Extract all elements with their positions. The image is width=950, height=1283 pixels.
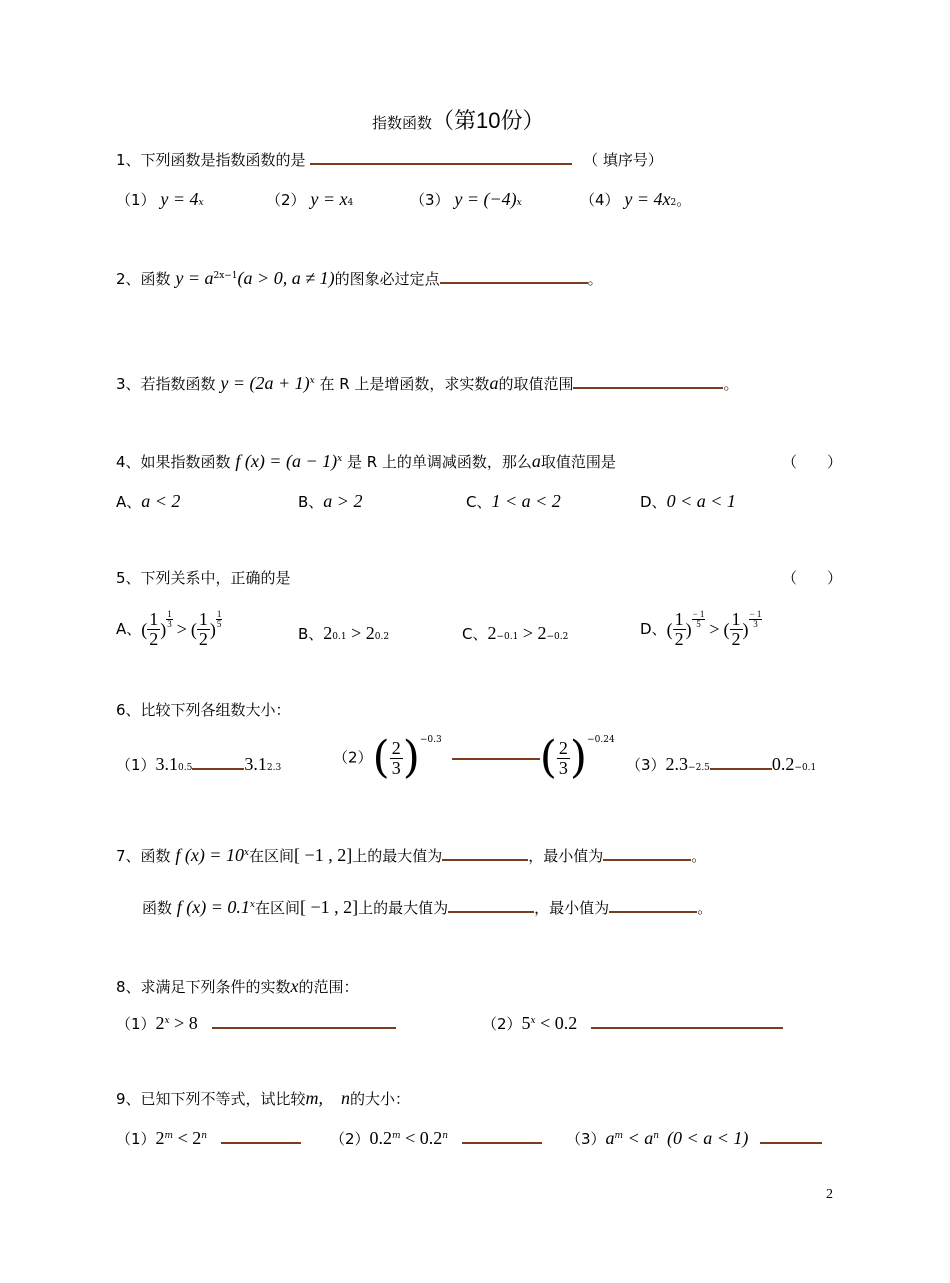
q1-options	[116, 190, 204, 208]
q5-c-label: C、	[462, 625, 488, 643]
q5-a-num2: 1	[198, 609, 208, 629]
q5-a-lp1: (	[141, 619, 148, 640]
q1-option-4-label: （4）	[580, 191, 620, 209]
q5-d-num1: 1	[674, 609, 684, 629]
q9-p3-e2: n	[653, 1131, 660, 1141]
q6-p3-b2: 0.2	[771, 754, 795, 774]
q8-p2-e: x	[530, 1016, 536, 1026]
q9-p3-blank[interactable]	[760, 1141, 822, 1144]
q9-p2-label: （2）	[330, 1130, 370, 1148]
q5-answer-paren[interactable]: （ ）	[782, 569, 843, 587]
q3-prefix: 3、若指数函数	[116, 375, 216, 393]
q7-interval1: [ −1 , 2]	[294, 845, 353, 865]
q2-exp: 2x−1	[213, 271, 238, 281]
q6-part-2	[333, 732, 615, 783]
q4-var: a	[531, 451, 541, 471]
q1-option-3-group	[410, 190, 522, 208]
q7-end2: 。	[697, 899, 713, 917]
q5-a-e1d: 3	[167, 619, 172, 630]
q3-mid: 在 R 上是增函数，求实数	[319, 375, 490, 393]
q9-suffix: 的大小：	[350, 1090, 411, 1108]
q2-suffix: 的图象必过定点	[334, 270, 440, 288]
q3-math: y = (2a + 1)	[220, 373, 310, 393]
q1-option-3-exp: x	[516, 198, 522, 208]
q9-p3-e1: m	[614, 1131, 624, 1141]
q8-p1-r: > 8	[169, 1013, 198, 1033]
q8-part-2	[482, 1014, 783, 1032]
q9-p2-e2: n	[442, 1131, 449, 1141]
q5-choice-d[interactable]	[640, 610, 762, 649]
q6-p2-rparen1: )	[402, 732, 420, 783]
q1-option-2-exp: 4	[347, 198, 354, 208]
question-8	[116, 977, 359, 995]
q4-a-label: A、	[116, 493, 142, 511]
q2-math: y = a	[175, 268, 214, 288]
q6-p2-blank[interactable]	[452, 757, 540, 760]
q4-mid: 是 R 上的单调减函数，那么	[346, 453, 532, 471]
q1-option-3: y = (−4)	[454, 189, 517, 209]
q7-mid2: 在区间	[255, 899, 301, 917]
q6-p2-num2: 2	[558, 737, 568, 758]
q9-p1-op: < 2	[173, 1128, 202, 1148]
q6-p3-label: （3）	[626, 756, 666, 774]
q1-option-1-exp: x	[198, 198, 204, 208]
q4-d-label: D、	[640, 493, 667, 511]
q5-d-label: D、	[640, 619, 667, 638]
q1-answer-blank[interactable]	[310, 162, 572, 165]
q8-p1-b: 2	[155, 1013, 165, 1033]
q6-p1-blank[interactable]	[192, 767, 244, 770]
q4-d-text: 0 < a < 1	[666, 491, 736, 511]
q5-d-exp2	[749, 610, 763, 630]
q5-a-rp2: )	[209, 619, 216, 640]
q7-max-blank-2[interactable]	[448, 910, 534, 913]
q8-p2-blank[interactable]	[591, 1026, 783, 1029]
q6-p2-frac2	[557, 739, 570, 778]
q7-max-blank-1[interactable]	[442, 858, 528, 861]
q9-p3-op: < a	[623, 1128, 654, 1148]
q6-p1-b1: 3.1	[155, 754, 179, 774]
q5-a-lp2: (	[190, 619, 197, 640]
q6-p2-lparen1: (	[372, 732, 390, 783]
q5-a-den2: 2	[198, 628, 208, 649]
q7-tail1: 上的最大值为	[352, 847, 443, 865]
q5-a-gt: >	[176, 619, 187, 640]
q5-d-e1d: 5	[696, 619, 701, 630]
q8-p1-blank[interactable]	[212, 1026, 396, 1029]
q6-p2-frac1	[390, 739, 403, 778]
q5-d-num2: 1	[731, 609, 741, 629]
q9-p1-b1: 2	[155, 1128, 165, 1148]
page-title	[372, 110, 545, 132]
q5-d-lp1: (	[666, 619, 673, 640]
q5-a-e2d: 5	[216, 619, 222, 630]
q7-min2: ，最小值为	[534, 899, 610, 917]
q6-p1-label: （1）	[116, 756, 156, 774]
q5-choice-a[interactable]	[116, 610, 222, 649]
q4-prefix: 4、如果指数函数	[116, 453, 231, 471]
q5-d-den1: 2	[674, 628, 684, 649]
q3-answer-blank[interactable]	[573, 386, 723, 389]
q9-part-3	[566, 1129, 822, 1147]
q5-c-base: 2	[487, 623, 497, 643]
q7-mid1: 在区间	[249, 847, 295, 865]
q5-a-den1: 2	[149, 628, 159, 649]
q8-var: x	[290, 976, 299, 996]
q9-p1-label: （1）	[116, 1130, 156, 1148]
q1-option-2-label: （2）	[266, 191, 306, 209]
q6-p3-e1: −2.5	[688, 763, 710, 773]
q7-prefix1: 7、函数	[116, 847, 171, 865]
q4-choice-d[interactable]	[640, 492, 736, 510]
q7-end1: 。	[691, 847, 707, 865]
q1-option-3-label: （3）	[410, 191, 450, 209]
q8-p2-b: 5	[521, 1013, 531, 1033]
q9-p2-op: < 0.2	[400, 1128, 443, 1148]
q7-tail2: 上的最大值为	[358, 899, 449, 917]
question-7-line-1	[116, 846, 706, 864]
question-6: 6、比较下列各组数大小：	[116, 701, 291, 719]
q4-answer-paren[interactable]: （ ）	[782, 453, 843, 471]
q1-option-2-group	[266, 190, 353, 208]
q1-option-4-group	[580, 190, 691, 208]
q5-d-lp2: (	[723, 619, 730, 640]
question-5: 5、下列关系中，正确的是	[116, 569, 291, 587]
q7-math2: f (x) = 0.1	[176, 897, 250, 917]
q5-choice-b[interactable]	[298, 624, 389, 642]
q2-condition: (a > 0, a ≠ 1)	[237, 268, 335, 288]
q1-option-2: y = x	[310, 189, 348, 209]
q6-p2-e1: −0.3	[419, 735, 442, 745]
q4-b-text: a > 2	[323, 491, 363, 511]
q7-math1: f (x) = 10	[175, 845, 244, 865]
q5-a-label: A、	[116, 619, 142, 638]
q4-choice-a[interactable]	[116, 492, 180, 510]
q9-prefix: 9、已知下列不等式，试比较	[116, 1090, 306, 1108]
q1-option-4-exp: 2	[670, 198, 677, 208]
q5-a-frac2	[197, 610, 210, 649]
q7-exp2: x	[249, 900, 255, 910]
q5-b-label: B、	[298, 625, 324, 643]
q8-prefix: 8、求满足下列条件的实数	[116, 978, 291, 996]
q9-part-2	[330, 1129, 542, 1147]
question-7-line-2	[142, 898, 712, 916]
q6-p2-den1: 3	[391, 757, 401, 778]
q5-a-exp2	[216, 610, 223, 630]
q6-p3-b1: 2.3	[665, 754, 689, 774]
q6-p2-rparen2: )	[569, 732, 588, 783]
q5-c-e1: −0.1	[496, 632, 519, 642]
q5-b-e1: 0.1	[332, 632, 347, 642]
q9-p2-blank[interactable]	[462, 1141, 542, 1144]
q3-exp: x	[309, 376, 315, 386]
q5-d-frac1	[673, 610, 686, 649]
q8-suffix: 的范围：	[298, 978, 359, 996]
q4-c-text: 1 < a < 2	[491, 491, 561, 511]
q6-p1-e1: 0.5	[178, 763, 193, 773]
q8-p2-r: < 0.2	[535, 1013, 578, 1033]
q5-b-op: > 2	[346, 623, 375, 643]
q8-part-1	[116, 1014, 396, 1032]
title-main: 指数函数	[372, 114, 433, 132]
q5-d-gt: >	[709, 619, 720, 640]
q9-p2-e1: m	[392, 1131, 401, 1141]
q5-d-rp1: )	[685, 619, 692, 640]
q6-p2-e2: −0.24	[587, 735, 615, 745]
title-sub: （第10份）	[432, 108, 545, 133]
q7-min-blank-1[interactable]	[603, 858, 691, 861]
q6-p2-den2: 3	[558, 757, 568, 778]
q6-p2-label: （2）	[333, 748, 373, 767]
q5-c-op: > 2	[518, 623, 547, 643]
q6-p3-e2: −0.1	[794, 763, 817, 773]
question-1	[116, 153, 663, 168]
q4-c-label: C、	[466, 493, 492, 511]
q9-p2-b1: 0.2	[369, 1128, 393, 1148]
q3-var: a	[489, 373, 499, 393]
q9-p3-label: （3）	[566, 1130, 606, 1148]
q8-p1-label: （1）	[116, 1015, 156, 1033]
q2-prefix: 2、函数	[116, 270, 171, 288]
q2-end: 。	[587, 270, 603, 288]
q3-suffix: 的取值范围	[498, 375, 574, 393]
q5-b-e2: 0.2	[374, 632, 390, 642]
q4-b-label: B、	[298, 493, 324, 511]
q5-b-base: 2	[323, 623, 333, 643]
q1-option-4: y = 4x	[624, 189, 671, 209]
q1-text: 1、下列函数是指数函数的是	[116, 151, 306, 169]
q9-vars: m, n	[305, 1088, 351, 1108]
q5-d-den2: 2	[731, 628, 741, 649]
q6-part-3	[626, 755, 816, 773]
q5-a-e1: 1	[167, 609, 172, 619]
q4-a-text: a < 2	[141, 491, 181, 511]
q1-option-4-end: 。	[676, 191, 692, 209]
question-3	[116, 374, 738, 392]
question-4	[116, 452, 616, 470]
q6-p1-e2: 2.3	[266, 763, 282, 773]
q1-option-1: y = 4	[160, 189, 199, 209]
q8-p2-label: （2）	[482, 1015, 522, 1033]
q9-p3-cond: (0 < a < 1)	[667, 1128, 749, 1148]
q3-end: 。	[723, 375, 739, 393]
q1-hint: （ 填序号）	[583, 151, 663, 169]
q5-d-e1: − 1	[692, 609, 705, 619]
q6-p1-b2: 3.1	[244, 754, 267, 774]
q6-p3-blank[interactable]	[710, 767, 772, 770]
q5-d-frac2	[730, 610, 743, 649]
q2-answer-blank[interactable]	[440, 281, 588, 284]
q8-p1-e: x	[164, 1016, 170, 1026]
q5-a-exp1	[166, 610, 173, 630]
q5-d-e2d: 3	[753, 619, 758, 630]
q4-exp: x	[337, 454, 343, 464]
q6-part-1	[116, 755, 281, 773]
q5-a-e2: 1	[216, 609, 222, 619]
q7-min1: ，最小值为	[528, 847, 604, 865]
q9-part-1	[116, 1129, 301, 1147]
q5-d-exp1	[692, 610, 706, 630]
q7-min-blank-2[interactable]	[609, 910, 697, 913]
q5-a-frac1	[147, 610, 160, 649]
q9-p1-e1: m	[164, 1131, 174, 1141]
q9-p1-e2: n	[201, 1131, 208, 1141]
q1-option-1-label: （1）	[116, 191, 156, 209]
q7-exp1: x	[243, 848, 250, 858]
q7-prefix2: 函数	[142, 899, 173, 917]
q5-choice-c[interactable]	[462, 624, 568, 642]
page-number: 2	[826, 1187, 833, 1202]
q5-d-rp2: )	[742, 619, 749, 640]
q4-suffix: 取值范围是	[540, 453, 616, 471]
q4-choice-b[interactable]	[298, 492, 362, 510]
q4-choice-c[interactable]	[466, 492, 561, 510]
q7-interval2: [ −1 , 2]	[300, 897, 359, 917]
q5-d-e2: − 1	[749, 609, 762, 619]
q4-math: f (x) = (a − 1)	[235, 451, 338, 471]
q9-p3-b1: a	[605, 1128, 615, 1148]
q5-a-rp1: )	[160, 619, 167, 640]
q6-p2-lparen2: (	[539, 732, 557, 783]
q5-c-e2: −0.2	[546, 632, 569, 642]
question-9	[116, 1089, 410, 1107]
q9-p1-blank[interactable]	[221, 1141, 301, 1144]
q5-a-num1: 1	[149, 609, 159, 629]
question-2	[116, 269, 603, 287]
q6-p2-num1: 2	[391, 737, 401, 758]
